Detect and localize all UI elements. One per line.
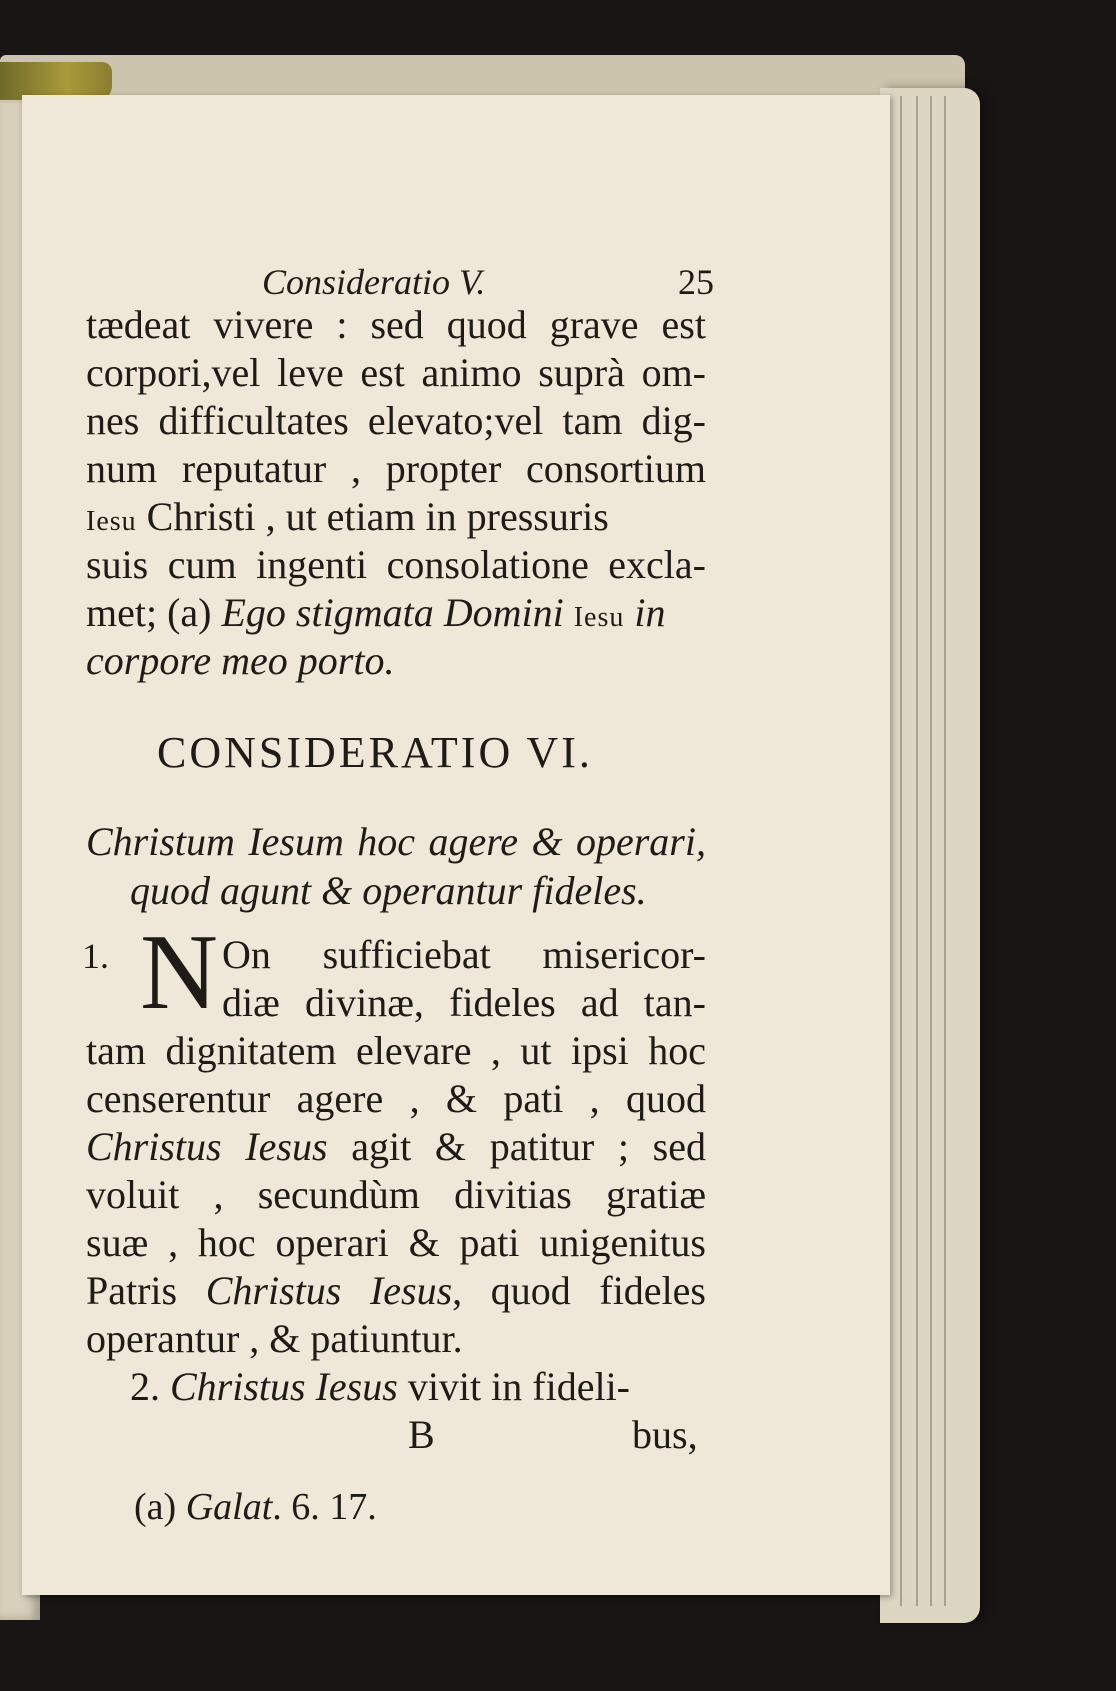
running-head: Consideratio V. <box>262 262 486 302</box>
section-heading: CONSIDERATIO VI. <box>157 728 593 777</box>
name-christus-iesus: Christus Iesus <box>205 1268 453 1313</box>
text-line <box>130 1363 706 1411</box>
text-fragment: agit & patitur ; sed <box>327 1124 707 1169</box>
text-line: tædeat vivere : sed quod grave est <box>86 302 706 347</box>
quotation: Ego stigmata Domini <box>221 590 574 635</box>
text-line: tam dignitatem elevare , ut ipsi hoc <box>86 1028 706 1073</box>
footnote <box>134 1485 377 1529</box>
subtitle-line: Christum Iesum hoc agere & operari, <box>86 819 706 864</box>
quotation: in <box>624 590 666 635</box>
footnote-marker: (a) <box>134 1486 186 1528</box>
text-line: operantur , & patiuntur. <box>86 1316 463 1361</box>
text-line: nes difficultates elevato;vel tam dig- <box>86 398 706 443</box>
text-line: corpori,vel leve est animo suprà om- <box>86 350 706 395</box>
paragraph-number: 2. <box>130 1364 170 1409</box>
text-line: On sufficiebat misericor- <box>222 932 706 977</box>
text-fragment: vivit in fideli- <box>397 1364 630 1409</box>
text-line <box>86 493 706 546</box>
text-fragment: met; (a) <box>86 590 222 635</box>
name-iesu: Iesu <box>573 602 625 633</box>
page-edge-line <box>900 96 902 1606</box>
text-fragment: Patris <box>86 1268 206 1313</box>
signature-mark: B <box>408 1412 435 1457</box>
page-edge-line <box>930 96 932 1606</box>
page-number: 25 <box>678 262 714 302</box>
subtitle-line: quod agunt & operantur fideles. <box>130 868 647 913</box>
footnote-reference: . 6. 17. <box>272 1486 377 1528</box>
paragraph-number: 1. <box>82 936 109 976</box>
text-line <box>86 589 706 642</box>
text-fragment: Christi , ut etiam in pressuris <box>136 494 609 539</box>
text-line <box>86 1123 706 1171</box>
name-christus-iesus: Christus Iesus <box>170 1364 398 1409</box>
book-page <box>22 95 890 1595</box>
text-line: suæ , hoc operari & pati unigenitus <box>86 1220 706 1265</box>
text-line: censerentur agere , & pati , quod <box>86 1076 706 1121</box>
footnote-book: Galat <box>185 1486 273 1528</box>
text-line: suis cum ingenti consolatione excla- <box>86 542 706 587</box>
text-line: num reputatur , propter consortium <box>86 446 706 491</box>
text-line <box>86 1267 706 1315</box>
text-line: diæ divinæ, fideles ad tan- <box>222 980 706 1025</box>
text-line: corpore meo porto. <box>86 638 395 683</box>
name-iesu: Iesu <box>86 506 137 537</box>
drop-cap: N <box>140 913 218 1032</box>
text-line: voluit , secundùm divitias gratiæ <box>86 1172 706 1217</box>
catchword: bus, <box>632 1412 698 1457</box>
page-edge-line <box>916 96 918 1606</box>
name-christus-iesus: Christus Iesus <box>86 1124 328 1169</box>
text-fragment: , quod fideles <box>452 1268 706 1313</box>
page-edge-line <box>944 96 946 1606</box>
